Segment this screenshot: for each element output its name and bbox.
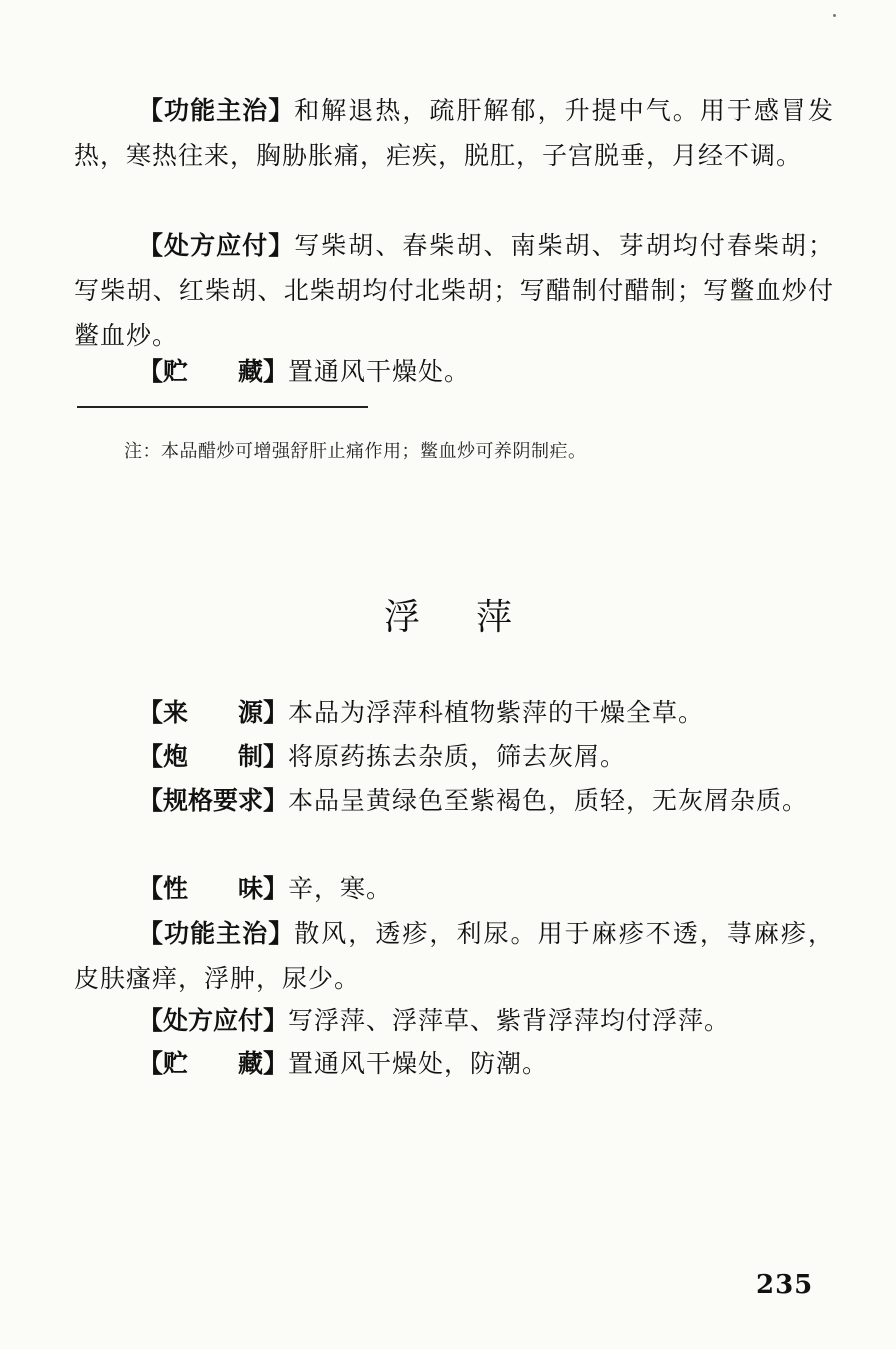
section-text: 置通风干燥处，防潮。 bbox=[288, 1049, 549, 1078]
section-text: 散风，透疹，利尿。用于麻疹不透，荨麻疹，皮肤瘙痒，浮肿，尿少。 bbox=[74, 919, 834, 993]
section-label: 【贮 藏】 bbox=[138, 357, 289, 386]
section-text: 和解退热，疏肝解郁，升提中气。用于感冒发热，寒热往来，胸胁胀痛，疟疾，脱肛，子宫脱垂，月经不调。 bbox=[74, 96, 834, 170]
section-text: 本品为浮萍科植物紫萍的干燥全草。 bbox=[288, 698, 705, 727]
function-indication-paragraph bbox=[74, 88, 834, 178]
function-indication-paragraph bbox=[74, 911, 834, 1001]
section-text: 辛，寒。 bbox=[288, 874, 393, 903]
section-label: 【功能主治】 bbox=[138, 919, 295, 948]
section-label: 【来 源】 bbox=[138, 698, 289, 727]
section-label: 【规格要求】 bbox=[138, 786, 289, 815]
section-text: 本品呈黄绿色至紫褐色，质轻，无灰屑杂质。 bbox=[288, 786, 809, 815]
source-paragraph bbox=[74, 690, 834, 735]
section-label: 【炮 制】 bbox=[138, 742, 289, 771]
nature-taste-paragraph bbox=[74, 866, 834, 911]
section-label: 【处方应付】 bbox=[138, 231, 295, 260]
processing-paragraph bbox=[74, 734, 834, 779]
storage-paragraph bbox=[74, 349, 834, 394]
section-text: 写浮萍、浮萍草、紫背浮萍均付浮萍。 bbox=[288, 1006, 731, 1035]
section-text: 置通风干燥处。 bbox=[288, 357, 471, 386]
specification-paragraph bbox=[74, 778, 834, 823]
footnote: 注：本品醋炒可增强舒肝止痛作用；鳖血炒可养阴制疟。 bbox=[124, 441, 587, 462]
storage-paragraph bbox=[74, 1041, 834, 1086]
prescription-dispensing-paragraph bbox=[74, 223, 834, 358]
section-text: 写柴胡、春柴胡、南柴胡、芽胡均付春柴胡；写柴胡、红柴胡、北柴胡均付北柴胡；写醋制付醋制；写鳖血炒付鳖血炒。 bbox=[74, 231, 834, 350]
entry-title: 浮萍 bbox=[383, 597, 568, 638]
section-label: 【处方应付】 bbox=[138, 1006, 289, 1035]
page-number: 235 bbox=[756, 1270, 814, 1300]
prescription-dispensing-paragraph bbox=[74, 998, 834, 1043]
section-label: 【功能主治】 bbox=[138, 96, 295, 125]
section-label: 【贮 藏】 bbox=[138, 1049, 289, 1078]
scan-speck bbox=[833, 14, 836, 17]
footnote-divider bbox=[77, 406, 368, 408]
section-text: 将原药拣去杂质，筛去灰屑。 bbox=[288, 742, 627, 771]
section-label: 【性 味】 bbox=[138, 874, 289, 903]
